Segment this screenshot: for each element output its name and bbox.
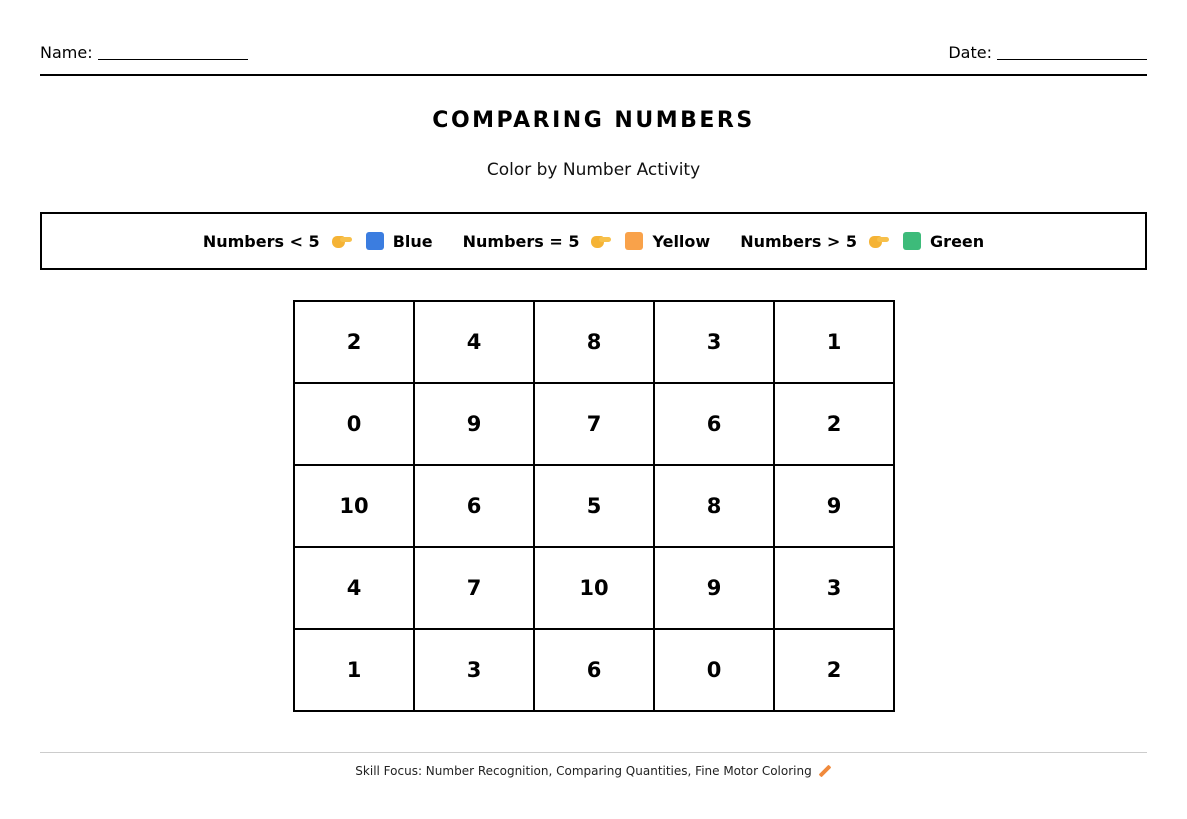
pointing-hand-icon <box>591 233 611 249</box>
legend-rule: Numbers = 5 <box>462 231 580 251</box>
worksheet-header <box>40 36 1147 76</box>
pointing-hand-icon <box>869 233 889 249</box>
pointing-hand-icon <box>332 233 352 249</box>
legend-color-name: Blue <box>392 231 433 251</box>
grid-cell[interactable]: 8 <box>654 465 774 547</box>
grid-cell[interactable]: 5 <box>534 465 654 547</box>
grid-row <box>294 301 894 383</box>
grid-cell[interactable]: 2 <box>774 383 894 465</box>
legend-rule: Numbers > 5 <box>740 231 858 251</box>
footer-divider <box>40 752 1147 753</box>
worksheet-subtitle: Color by Number Activity <box>486 160 701 180</box>
grid-cell[interactable]: 3 <box>414 629 534 711</box>
grid-row <box>294 629 894 711</box>
footer <box>0 764 1187 778</box>
grid-cell[interactable]: 7 <box>414 547 534 629</box>
legend-color-name: Yellow <box>652 231 711 251</box>
grid-cell[interactable]: 2 <box>774 629 894 711</box>
grid-cell[interactable]: 6 <box>414 465 534 547</box>
grid-row <box>294 547 894 629</box>
green-square-icon <box>903 232 921 250</box>
grid-cell[interactable]: 9 <box>774 465 894 547</box>
grid-cell[interactable]: 1 <box>294 629 414 711</box>
legend-item-greater-than <box>740 232 984 251</box>
blue-square-icon <box>366 232 384 250</box>
orange-square-icon <box>625 232 643 250</box>
grid-cell[interactable]: 3 <box>654 301 774 383</box>
pencil-icon <box>818 764 831 777</box>
grid-cell[interactable]: 10 <box>294 465 414 547</box>
grid-cell[interactable]: 4 <box>294 547 414 629</box>
grid-cell[interactable]: 6 <box>534 629 654 711</box>
date-label: Date: <box>948 43 992 62</box>
grid-cell[interactable]: 4 <box>414 301 534 383</box>
legend-item-equal <box>463 232 711 251</box>
grid-cell[interactable]: 7 <box>534 383 654 465</box>
color-legend <box>40 212 1147 270</box>
grid-cell[interactable]: 9 <box>654 547 774 629</box>
grid-cell[interactable]: 0 <box>654 629 774 711</box>
legend-color-name: Green <box>930 231 985 251</box>
name-label: Name: <box>40 43 93 62</box>
grid-cell[interactable]: 1 <box>774 301 894 383</box>
name-blank-line[interactable] <box>98 59 248 60</box>
grid-cell[interactable]: 3 <box>774 547 894 629</box>
grid-cell[interactable]: 8 <box>534 301 654 383</box>
grid-row <box>294 465 894 547</box>
grid-cell[interactable]: 9 <box>414 383 534 465</box>
date-field[interactable] <box>948 43 1147 63</box>
worksheet-title: COMPARING NUMBERS <box>432 108 755 133</box>
name-field[interactable] <box>40 43 248 63</box>
grid-cell[interactable]: 6 <box>654 383 774 465</box>
legend-item-less-than <box>203 232 433 251</box>
legend-rule: Numbers < 5 <box>202 231 320 251</box>
grid-cell[interactable]: 10 <box>534 547 654 629</box>
skill-focus-text: Skill Focus: Number Recognition, Comparing Quantities, Fine Motor Coloring <box>355 764 812 778</box>
number-grid <box>293 300 895 712</box>
grid-row <box>294 383 894 465</box>
date-blank-line[interactable] <box>997 59 1147 60</box>
grid-cell[interactable]: 2 <box>294 301 414 383</box>
grid-cell[interactable]: 0 <box>294 383 414 465</box>
